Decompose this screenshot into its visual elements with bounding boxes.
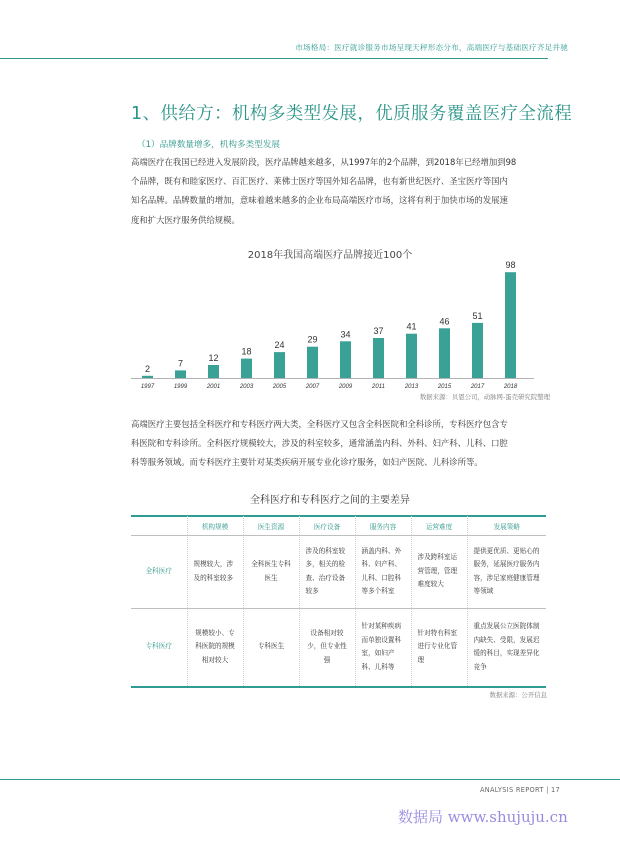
table-cell: 规模较小、专科医院的规模相对较大 <box>187 608 243 686</box>
table-row <box>131 535 546 608</box>
x-tick-label: 2013 <box>404 384 419 390</box>
bar-1997 <box>142 376 153 378</box>
x-tick-label: 1999 <box>173 384 188 390</box>
data-label: 34 <box>340 329 351 340</box>
bar-2007 <box>307 347 318 378</box>
table-header-row <box>131 516 546 535</box>
data-label: 12 <box>208 353 219 363</box>
table-header-cell: 医疗设备 <box>299 516 355 535</box>
table-source: 数据来源：公开信息 <box>489 691 547 699</box>
data-label: 7 <box>177 358 184 369</box>
page-footer: ANALYSIS REPORT | 17 <box>479 786 560 794</box>
data-label: 18 <box>241 346 252 357</box>
bar-2003 <box>241 359 252 378</box>
section-title: 1、供给方：机构多类型发展，优质服务覆盖医疗全流程 <box>131 104 573 124</box>
table-header-cell <box>131 516 187 535</box>
table-cell: 涉及的科室较多，相关的检查、治疗设备较多 <box>299 535 355 608</box>
x-tick-label: 2017 <box>470 384 485 390</box>
data-label: 41 <box>406 321 417 332</box>
footer-divider <box>0 779 620 780</box>
segment-paragraph <box>131 415 549 473</box>
paragraph-line: 度和扩大医疗服务供给规模。 <box>131 214 240 225</box>
x-tick-label: 2007 <box>305 384 320 390</box>
comparison-table <box>131 516 546 686</box>
bar-2011 <box>373 338 384 378</box>
x-tick-label: 2015 <box>437 384 452 390</box>
table-cell: 全科医生专科医生 <box>243 535 299 608</box>
paragraph-line: 知名品牌。品牌数量的增加，意味着越来越多的企业布局高端医疗市场，这将有利于加快市场的发展速 <box>131 195 508 206</box>
x-tick-label: 2009 <box>338 384 353 390</box>
bar-2005 <box>274 352 285 378</box>
chart-title: 2018年我国高端医疗品牌接近100个 <box>247 250 413 261</box>
table-header-cell: 医生资源 <box>243 516 299 535</box>
paragraph-line: 科等服务领域。而专科医疗主要针对某类疾病开展专业化诊疗服务，如妇产医院、儿科诊所等。 <box>131 457 483 468</box>
bar-2009 <box>340 341 351 378</box>
table-row <box>131 608 546 686</box>
data-label: 29 <box>307 334 318 345</box>
chart-source: 数据来源：贝恩公司，动脉网-蛋壳研究院整理 <box>419 393 550 401</box>
subsection-title: （1）品牌数量增多，机构多类型发展 <box>137 140 280 150</box>
table-cell: 规模较大，涉及的科室较多 <box>187 535 243 608</box>
paragraph-line: 科医院和专科诊所。全科医疗规模较大，涉及的科室较多，通常涵盖内科、外科、妇产科、儿科、口腔 <box>131 438 508 449</box>
paragraph-line: 高端医疗主要包括全科医疗和专科医疗两大类，全科医疗又包含全科医院和全科诊所，专科医疗包含专 <box>131 419 508 429</box>
bar-2001 <box>208 365 219 378</box>
table-header-cell: 机构规模 <box>187 516 243 535</box>
data-label: 46 <box>439 316 450 327</box>
row-label: 专科医疗 <box>145 642 172 651</box>
x-tick-label: 2018 <box>503 384 518 390</box>
bar-2018 <box>505 272 516 378</box>
data-label: 37 <box>373 326 384 336</box>
table-cell: 针对特有科室进行专业化管理 <box>411 608 467 686</box>
x-tick-label: 2011 <box>372 384 385 390</box>
bar-2013 <box>406 334 417 378</box>
data-label: 24 <box>274 340 285 351</box>
running-header: 市场格局：医疗就诊服务市场呈现天秤形态分布，高端医疗与基础医疗齐足并驰 <box>295 43 568 52</box>
header-divider <box>0 58 548 59</box>
bar-1999 <box>175 370 186 378</box>
site-watermark: 数据局 www.shujuju.cn <box>398 808 568 826</box>
paragraph-line: 个品牌，既有和睦家医疗、百汇医疗、莱佛士医疗等国外知名品牌，也有新世纪医疗、圣宝医疗等国内 <box>131 176 508 187</box>
data-label: 98 <box>505 260 516 271</box>
table-cell: 重点发展公立医院体制内缺失、受限，发展迟缓的科目，实现差异化竞争 <box>467 608 546 686</box>
table-cell: 涉及跨科室运营管理，管理难度较大 <box>411 535 467 608</box>
table-title: 全科医疗和专科医疗之间的主要差异 <box>250 495 410 506</box>
table-header-cell: 运营难度 <box>411 516 467 535</box>
table-cell: 针对某种疾病而单独设置科室，如妇产科、儿科等 <box>355 608 411 686</box>
x-tick-label: 2003 <box>239 384 254 390</box>
table-cell: 专科医生 <box>243 608 299 686</box>
paragraph-line: 高端医疗在我国已经进入发展阶段，医疗品牌越来越多，从1997年的2个品牌，到2018年已经增加到98 <box>131 157 517 167</box>
bar-2015 <box>439 328 450 378</box>
table-cell: 设备相对较少，但专业性强 <box>299 608 355 686</box>
table-cell: 涵盖内科、外科、妇产科、儿科、口腔科等多个科室 <box>355 535 411 608</box>
brand-count-bar-chart <box>131 256 546 392</box>
data-label: 2 <box>144 363 151 374</box>
bar-2017 <box>472 323 483 378</box>
intro-paragraph <box>131 153 549 230</box>
row-label: 全科医疗 <box>145 566 172 575</box>
data-label: 51 <box>472 310 483 321</box>
x-tick-label: 2005 <box>272 384 287 390</box>
table-header-cell: 服务内容 <box>355 516 411 535</box>
table-header-cell: 发展策略 <box>467 516 546 535</box>
x-tick-label: 1997 <box>140 384 155 390</box>
x-tick-label: 2001 <box>206 384 221 390</box>
table-cell: 提供更优质、更贴心的服务，延展医疗服务内容，涉足家庭健康管理等领域 <box>467 535 546 608</box>
table-bottom-rule <box>131 686 546 688</box>
